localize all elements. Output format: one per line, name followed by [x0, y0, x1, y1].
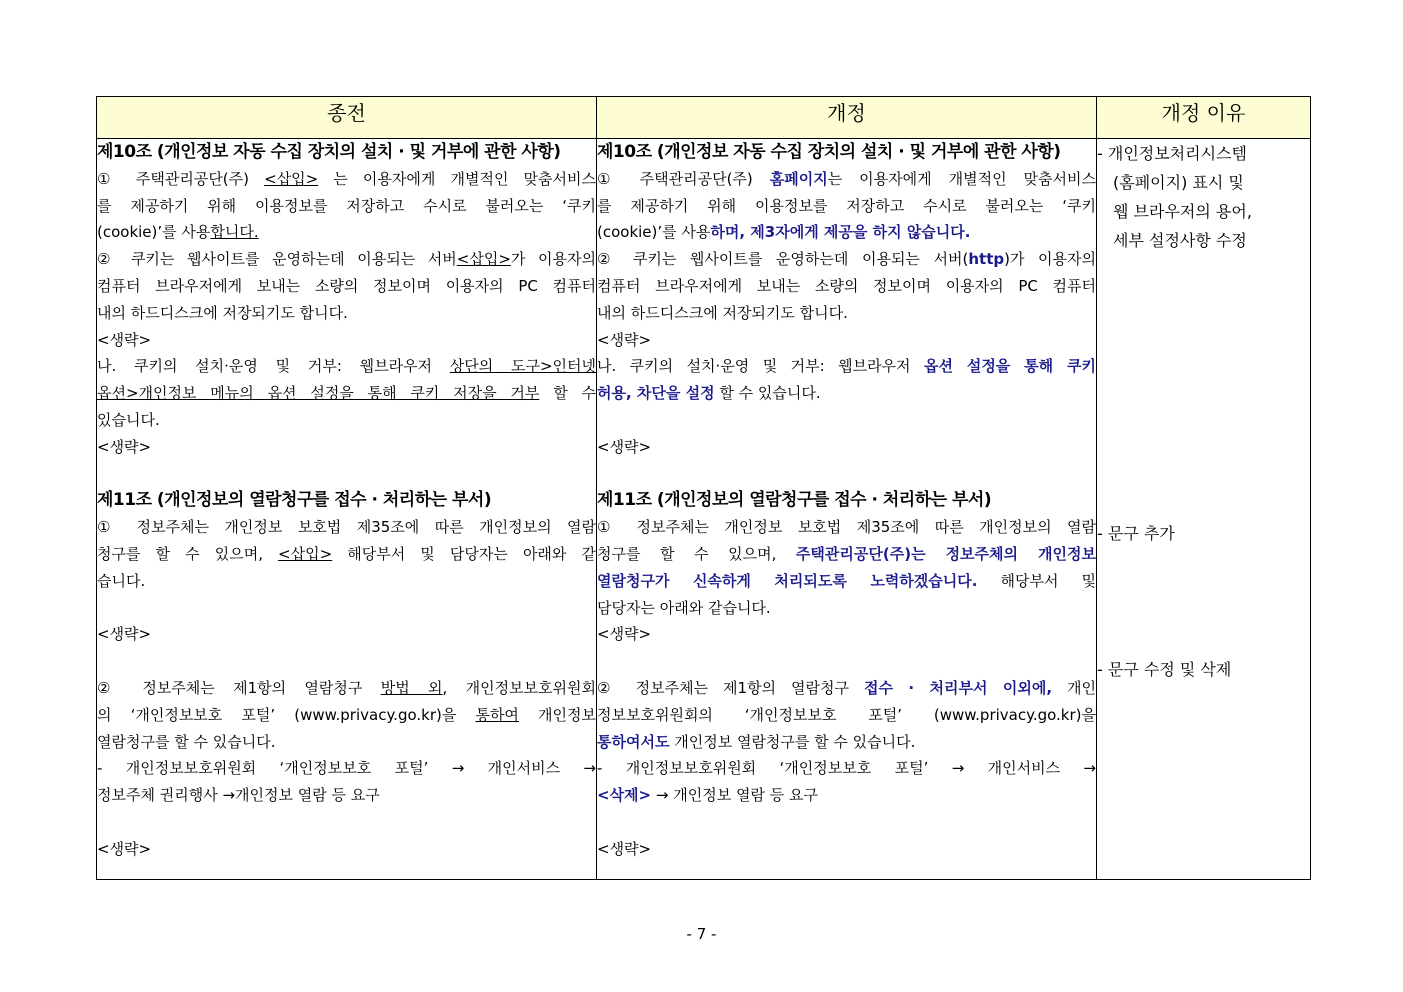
reason-2: - 문구 추가: [1097, 524, 1175, 543]
new-art10-p1-line1: ① 주택관리공단(주) 홈페이지는 이용자에게 개별적인 맞춤서비스: [597, 169, 1096, 188]
new-art11-p1-line1: ① 정보주체는 개인정보 보호법 제35조에 따른 개인정보의 열람: [597, 518, 1096, 537]
old-art11-p2-line5: 정보주체 권리행사 →개인정보 열람 등 요구: [97, 786, 380, 805]
new-column: [597, 139, 1097, 880]
old-omit-2: <생략>: [97, 437, 152, 456]
reason-1-line2: (홈페이지) 표시 및: [1113, 173, 1244, 192]
old-na-line3: 있습니다.: [97, 410, 160, 429]
new-art11-p2-line1: ② 정보주체는 제1항의 열람청구 접수 · 처리부서 이외에, 개인: [597, 678, 1096, 697]
new-art11-p1-line4: 담당자는 아래와 같습니다.: [597, 598, 771, 617]
new-art11-p2-line3: 통하여서도 개인정보 열람청구를 할 수 있습니다.: [597, 732, 916, 751]
old-art11-p2-line3: 열람청구를 할 수 있습니다.: [97, 732, 276, 751]
new-omit-3: <생략>: [597, 625, 652, 644]
new-art11-p1-line2: 청구를 할 수 있으며, 주택관리공단(주)는 정보주체의 개인정보: [597, 544, 1096, 563]
new-art10-p2-line3: 내의 하드디스크에 저장되기도 합니다.: [597, 303, 848, 322]
old-omit-3: <생략>: [97, 625, 152, 644]
old-art11-title: 제11조 (개인정보의 열람청구를 접수 · 처리하는 부서): [97, 490, 492, 511]
new-omit-1: <생략>: [597, 330, 652, 349]
page-number: - 7 -: [686, 925, 717, 943]
old-art11-p1-line1: ① 정보주체는 개인정보 보호법 제35조에 따른 개인정보의 열람: [97, 518, 596, 537]
new-art10-p2-line2: 컴퓨터 브라우저에게 보내는 소량의 정보이며 이용자의 PC 컴퓨터: [597, 276, 1096, 295]
old-art10-p2-line3: 내의 하드디스크에 저장되기도 합니다.: [97, 303, 348, 322]
new-art10-p1-line2: 를 제공하기 위해 이용정보를 저장하고 수시로 불러오는 ‘쿠키: [597, 196, 1096, 215]
new-art10-p2-line1: ② 쿠키는 웹사이트를 운영하는데 이용되는 서버(http)가 이용자의: [597, 250, 1096, 269]
insert-marker: <삽입>: [278, 544, 333, 563]
new-omit-4: <생략>: [597, 839, 652, 858]
new-na-line2: 허용, 차단을 설정 할 수 있습니다.: [597, 384, 821, 403]
old-art10-p1-line2: 를 제공하기 위해 이용정보를 저장하고 수시로 불러오는 ‘쿠키: [97, 196, 596, 215]
reason-1-line3: 웹 브라우저의 용어,: [1113, 202, 1252, 221]
old-art10-p2-line2: 컴퓨터 브라우저에게 보내는 소량의 정보이며 이용자의 PC 컴퓨터: [97, 276, 596, 295]
new-art10-p1-line3: (cookie)’를 사용하며, 제3자에게 제공을 하지 않습니다.: [597, 223, 971, 242]
insert-marker: <삽입>: [456, 250, 511, 269]
old-art10-p1-line3: (cookie)’를 사용합니다.: [97, 223, 259, 242]
old-art11-p2-line4: - 개인정보보호위원회 ‘개인정보보호 포털’ → 개인서비스 →: [97, 759, 596, 778]
old-art10-p1-line1: ① 주택관리공단(주) <삽입> 는 이용자에게 개별적인 맞춤서비스: [97, 169, 596, 188]
old-column: [97, 139, 597, 880]
new-art11-title: 제11조 (개인정보의 열람청구를 접수 · 처리하는 부서): [597, 490, 992, 511]
old-art11-p1-line2: 청구를 할 수 있으며, <삽입> 해당부서 및 담당자는 아래와 같: [97, 544, 596, 563]
new-omit-2: <생략>: [597, 437, 652, 456]
new-art11-p2-line2: 정보보호위원회의 ‘개인정보보호 포털’ (www.privacy.go.kr)을: [597, 705, 1096, 724]
header-new: 개정: [597, 97, 1097, 139]
header-old: 종전: [97, 97, 597, 139]
old-omit-4: <생략>: [97, 839, 152, 858]
old-art10-p2-line1: ② 쿠키는 웹사이트를 운영하는데 이용되는 서버<삽입>가 이용자의: [97, 250, 596, 269]
old-art11-p2-line1: ② 정보주체는 제1항의 열람청구 방법 외, 개인정보보호위원회: [97, 678, 596, 697]
new-art11-p1-line3: 열람청구가 신속하게 처리되도록 노력하겠습니다. 해당부서 및: [597, 571, 1096, 590]
new-art10-title: 제10조 (개인정보 자동 수집 장치의 설치 · 및 거부에 관한 사항): [597, 142, 1061, 162]
reason-3: - 문구 수정 및 삭제: [1097, 660, 1232, 679]
old-art10-title: 제10조 (개인정보 자동 수집 장치의 설치 · 및 거부에 관한 사항): [97, 142, 561, 162]
new-art11-p2-line4: - 개인정보보호위원회 ‘개인정보보호 포털’ → 개인서비스 →: [597, 759, 1096, 778]
reason-column: [1097, 139, 1311, 880]
reason-1-line1: - 개인정보처리시스템: [1097, 144, 1247, 163]
header-row: [97, 97, 1311, 139]
old-art11-p2-line2: 의 ‘개인정보보호 포털’ (www.privacy.go.kr)을 통하여 개인정보: [97, 705, 596, 724]
old-omit-1: <생략>: [97, 330, 152, 349]
new-na-line1: 나. 쿠키의 설치·운영 및 거부: 웹브라우저 옵션 설정을 통해 쿠키: [597, 357, 1096, 376]
old-art11-p1-line3: 습니다.: [97, 571, 146, 590]
old-na-line2: 옵션>개인정보 메뉴의 옵션 설정을 통해 쿠키 저장을 거부 할 수: [97, 384, 596, 403]
body-row: [97, 139, 1311, 880]
reason-1-line4: 세부 설정사항 수정: [1113, 231, 1247, 250]
header-reason: 개정 이유: [1097, 97, 1311, 139]
comparison-table: [96, 96, 1311, 880]
old-na-line1: 나. 쿠키의 설치·운영 및 거부: 웹브라우저 상단의 도구>인터넷: [97, 357, 596, 376]
insert-marker: <삽입>: [264, 169, 319, 188]
new-art11-p2-line5: <삭제> → 개인정보 열람 등 요구: [597, 786, 818, 805]
